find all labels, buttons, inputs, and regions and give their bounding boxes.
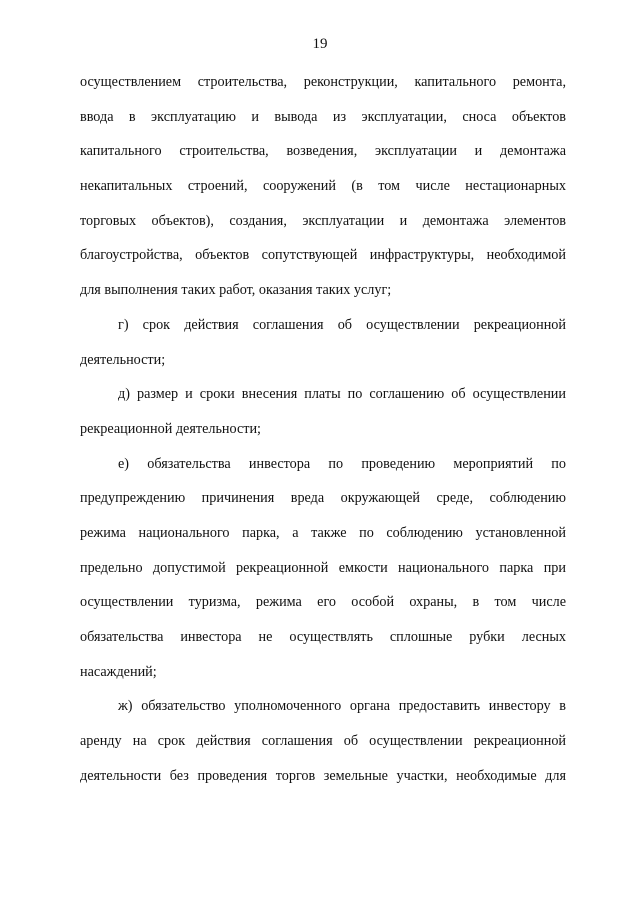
- text-line: благоустройства, объектов сопутствующей инфраструктуры, необходимой: [80, 247, 566, 264]
- text-line: для выполнения таких работ, оказания таких услуг;: [80, 282, 392, 299]
- page-number: 19: [312, 36, 328, 52]
- text-line: капитального строительства, возведения, эксплуатации и демонтажа: [80, 143, 566, 160]
- body-text: [80, 65, 566, 793]
- text-line: аренду на срок действия соглашения об осуществлении рекреационной: [80, 733, 566, 750]
- text-line: предупреждению причинения вреда окружающей среде, соблюдению: [80, 490, 566, 507]
- paragraph-item-g: [80, 308, 566, 377]
- text-line: осуществлением строительства, реконструкции, капитального ремонта,: [80, 74, 566, 90]
- paragraph-item-e: [80, 447, 566, 690]
- text-line: рекреационной деятельности;: [80, 420, 262, 437]
- paragraph-continuation: [80, 65, 566, 308]
- text-line: режима национального парка, а также по соблюдению установленной: [80, 524, 566, 541]
- text-line: ввода в эксплуатацию и вывода из эксплуатации, сноса объектов: [80, 108, 566, 125]
- text-line: деятельности;: [80, 351, 166, 368]
- text-line: д) размер и сроки внесения платы по соглашению об осуществлении: [118, 386, 566, 403]
- text-line: предельно допустимой рекреационной емкости национального парка при: [80, 559, 566, 576]
- text-line: ж) обязательство уполномоченного органа предоставить инвестору в: [118, 698, 566, 715]
- paragraph-item-zh: [80, 689, 566, 793]
- text-line: деятельности без проведения торгов земельные участки, необходимые для: [80, 767, 566, 784]
- text-line: некапитальных строений, сооружений (в том числе нестационарных: [80, 178, 566, 195]
- text-line: е) обязательства инвестора по проведению мероприятий по: [118, 455, 566, 472]
- text-line: г) срок действия соглашения об осуществлении рекреационной: [118, 316, 566, 333]
- text-line: насаждений;: [80, 663, 157, 680]
- paragraph-item-d: [80, 377, 566, 446]
- text-line: обязательства инвестора не осуществлять сплошные рубки лесных: [80, 629, 566, 645]
- text-line: осуществлении туризма, режима его особой охраны, в том числе: [80, 594, 566, 611]
- text-line: торговых объектов), создания, эксплуатации и демонтажа элементов: [80, 212, 566, 229]
